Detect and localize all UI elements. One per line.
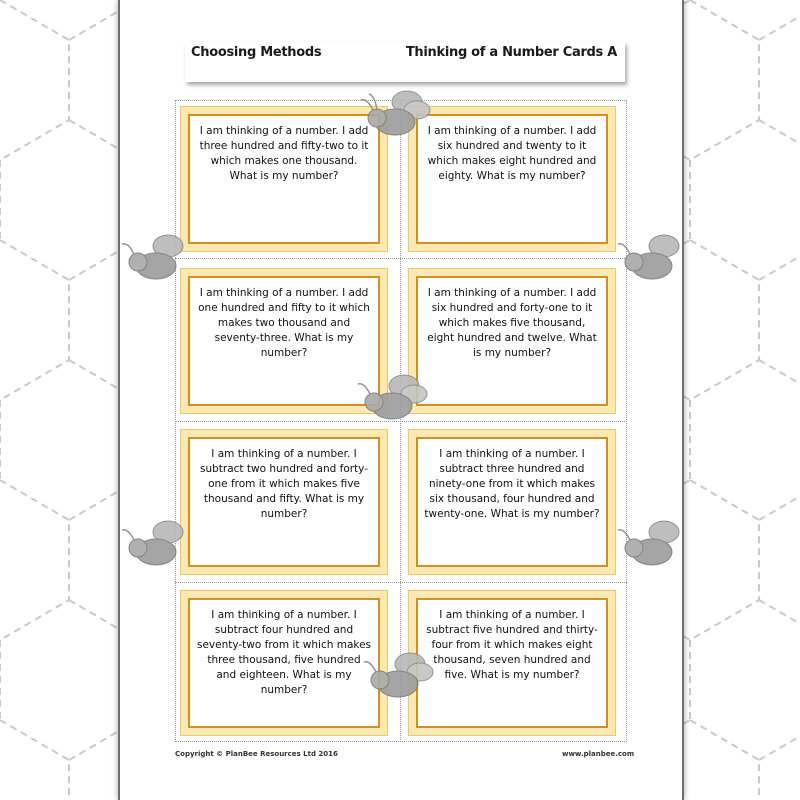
card-text: I am thinking of a number. I add one hundred and fifty to it which makes two thousand and seventy-three. What is my number? (188, 276, 380, 406)
card-text: I am thinking of a number. I add six hundred and twenty to it which makes eight hundred and eighty. What is my number? (416, 114, 608, 244)
cut-line (175, 258, 627, 259)
card-text: I am thinking of a number. I subtract five hundred and thirty-four from it which makes eight thousand, seven hundred and five. What is my number? (416, 598, 608, 728)
number-card (180, 429, 388, 575)
number-card (408, 106, 616, 252)
bee-icon (352, 372, 432, 432)
copyright-text: Copyright © PlanBee Resources Ltd 2016 (175, 750, 338, 758)
number-card (408, 590, 616, 736)
page-subtitle: Thinking of a Number Cards A (405, 45, 617, 60)
bee-icon (612, 232, 692, 292)
cut-line (175, 582, 627, 583)
number-card (408, 429, 616, 575)
bee-icon (116, 518, 196, 578)
page-header (185, 42, 625, 82)
bee-icon (116, 232, 196, 292)
card-text: I am thinking of a number. I add three hundred and fifty-two to it which makes one thousand. What is my number? (188, 114, 380, 244)
number-card (408, 268, 616, 414)
card-text: I am thinking of a number. I subtract two hundred and forty-one from it which makes five thousand and fifty. What is my number? (188, 437, 380, 567)
bee-icon (612, 518, 692, 578)
card-text: I am thinking of a number. I subtract four hundred and seventy-two from it which makes three thousand, five hundred and eighteen. What is my number? (188, 598, 380, 728)
bee-icon (355, 88, 435, 148)
page-title: Choosing Methods (191, 45, 322, 60)
website-text: www.planbee.com (562, 750, 635, 758)
bee-icon (358, 650, 438, 710)
card-text: I am thinking of a number. I subtract three hundred and ninety-one from it which makes six thousand, four hundred and twenty-one. What is my number? (416, 437, 608, 567)
number-card (180, 590, 388, 736)
card-text: I am thinking of a number. I add six hundred and forty-one to it which makes five thousand, eight hundred and twelve. What is my number? (416, 276, 608, 406)
